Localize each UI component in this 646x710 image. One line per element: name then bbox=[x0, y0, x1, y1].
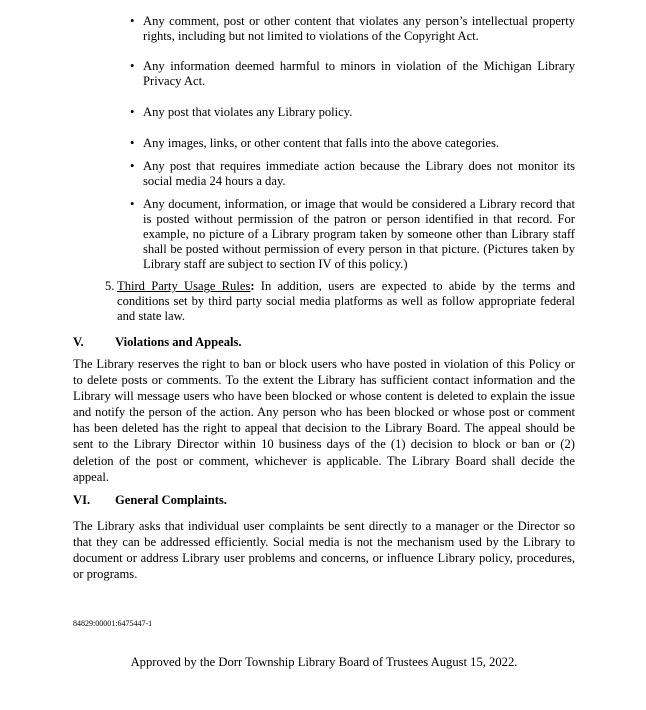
item-body: In addition, users are expected to abide by the terms and conditions set by third party social media platforms as well as follow appropriate federal and state law. bbox=[117, 279, 575, 323]
section-number: V. bbox=[73, 335, 84, 349]
bullet-item-harmful-to-minors bbox=[73, 59, 575, 89]
item-title: Third Party Usage Rules bbox=[117, 279, 251, 293]
bullet-icon: • bbox=[130, 197, 135, 211]
item-colon: : bbox=[250, 279, 255, 293]
bullet-item-intellectual-property bbox=[73, 14, 575, 44]
bullet-text: Any document, information, or image that would be considered a Library record that is posted without permission of the patron or person identified in that record. For example, no picture of a Library program taken by someone other than Library staff shall be posted without permission of every person in that picture. (Pictures taken by Library staff are subject to section IV of this policy.) bbox=[143, 197, 575, 271]
bullet-text: Any post that requires immediate action because the Library does not monitor its social media 24 hours a day. bbox=[143, 159, 575, 188]
bullet-text: Any information deemed harmful to minors in violation of the Michigan Library Privacy Act. bbox=[143, 59, 575, 88]
bullet-item-immediate-action bbox=[73, 159, 575, 189]
bullet-icon: • bbox=[130, 105, 135, 119]
bullet-item-library-record bbox=[73, 197, 575, 272]
section-heading-general-complaints bbox=[73, 493, 575, 508]
section-paragraph-violations-appeals: The Library reserves the right to ban or block users who have posted in violation of this Policy or to delete posts or comments. To the extent the Library has sufficient contact information and the Library will message users who have been blocked or whose content is deleted to explain the issue and notify the person of the action. Any person who has been blocked or whose post or comment has been deleted has the right to appeal that decision to the Library Board. The appeal should be sent to the Library Director within 10 business days of the (1) decision to block or ban or (2) deletion of the post or comment, whichever is applicable. The Library Board shall decide the appeal. bbox=[73, 357, 575, 484]
bullet-icon: • bbox=[130, 14, 135, 28]
bullet-text: Any images, links, or other content that falls into the above categories. bbox=[143, 136, 500, 150]
numbered-item-third-party-rules bbox=[73, 279, 575, 324]
section-title: Violations and Appeals. bbox=[115, 335, 242, 349]
item-number: 5. bbox=[105, 279, 115, 293]
bullet-item-images-links bbox=[73, 136, 575, 151]
bullet-item-library-policy bbox=[73, 105, 575, 120]
document-content bbox=[73, 0, 575, 670]
document-id: 84829:00001:6475447-1 bbox=[73, 619, 153, 629]
section-paragraph-general-complaints: The Library asks that individual user complaints be sent directly to a manager or the Director so that they can be addressed efficiently. Social media is not the mechanism used by the Library to document or address Library user problems and concerns, or influence Library policy, procedures, or programs. bbox=[73, 518, 575, 582]
bullet-text: Any comment, post or other content that violates any person’s intellectual property rights, including but not limited to violations of the Copyright Act. bbox=[143, 14, 575, 43]
prohibited-content-bullet-list bbox=[73, 14, 575, 272]
bullet-text: Any post that violates any Library policy. bbox=[143, 105, 353, 119]
bullet-icon: • bbox=[130, 136, 135, 150]
section-title: General Complaints. bbox=[115, 492, 227, 507]
bullet-icon: • bbox=[130, 59, 135, 73]
section-heading-violations-appeals bbox=[73, 335, 575, 350]
bullet-icon: • bbox=[130, 159, 135, 173]
section-number: VI. bbox=[73, 492, 91, 507]
approval-line: Approved by the Dorr Township Library Board of Trustees August 15, 2022. bbox=[130, 655, 518, 670]
